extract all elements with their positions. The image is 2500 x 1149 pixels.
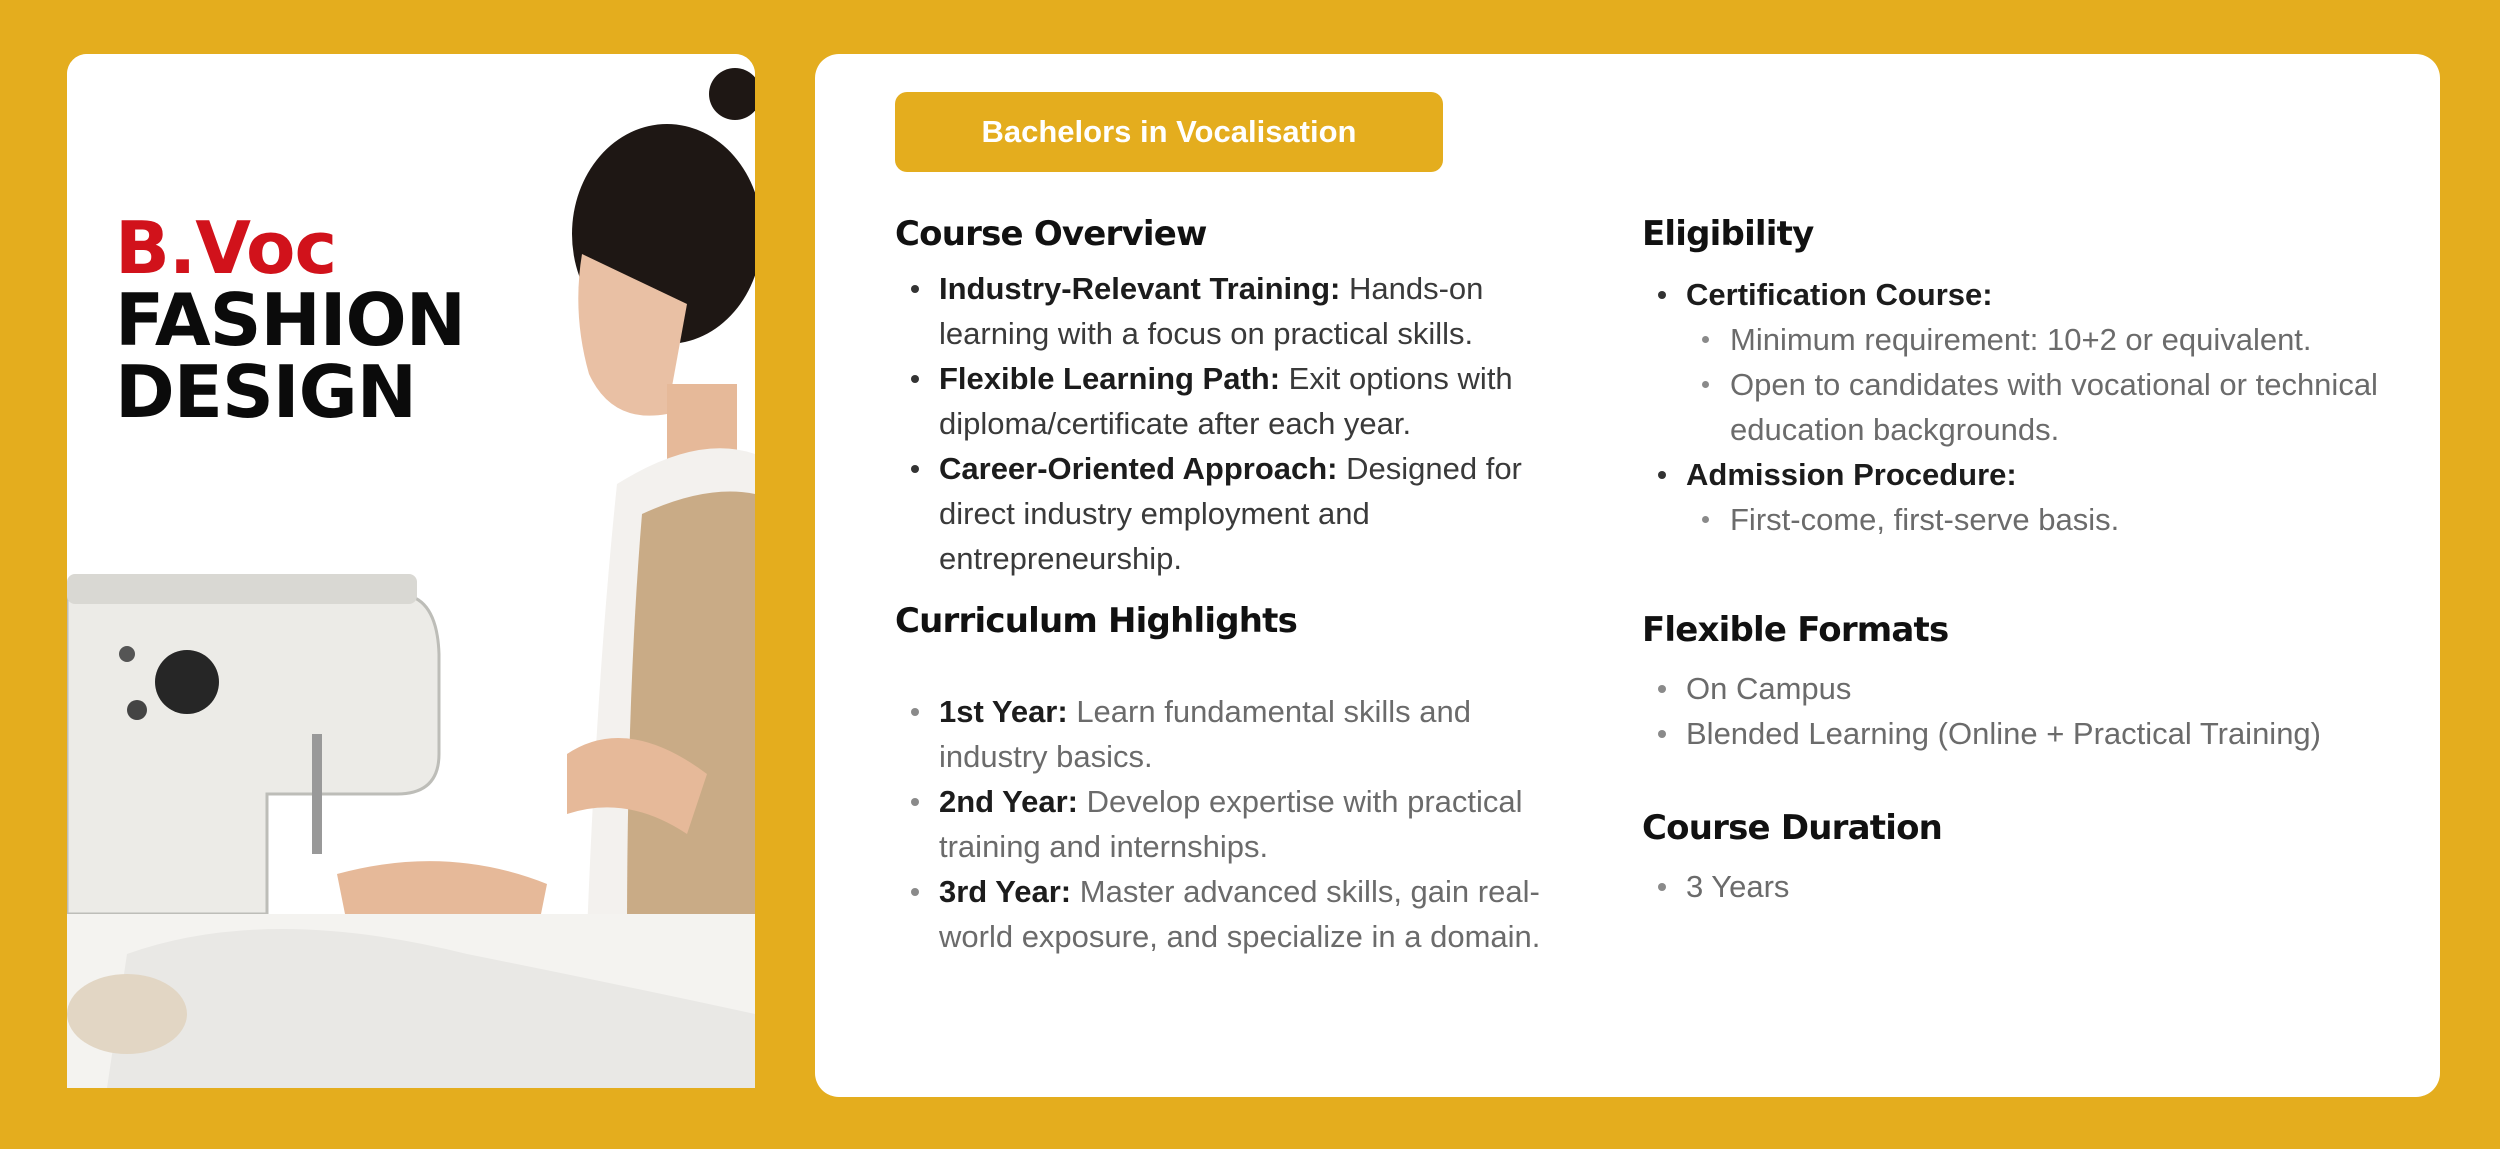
brand-line-design: DESIGN [115,350,416,434]
eligibility-list [1642,272,2402,317]
program-badge: Bachelors in Vocalisation [895,92,1443,172]
list-item: Minimum requirement: 10+2 or equivalent. [1686,317,2402,362]
list-item: Certification Course: [1642,272,2402,317]
list-item: Industry-Relevant Training: Hands-on learning with a focus on practical skills. [895,266,1575,356]
left-column [895,214,1575,959]
duration-list [1642,864,2402,909]
formats-heading: Flexible Formats [1642,610,1949,650]
list-item: Open to candidates with vocational or technical education backgrounds. [1686,362,2402,452]
list-item: On Campus [1642,666,2402,711]
formats-list [1642,666,2402,756]
info-card [815,54,2440,1097]
admission-sublist [1686,497,2402,542]
list-item: First-come, first-serve basis. [1686,497,2402,542]
list-item: Career-Oriented Approach: Designed for direct industry employment and entrepreneurship. [895,446,1575,581]
duration-heading: Course Duration [1642,808,1943,848]
list-item: Blended Learning (Online + Practical Training) [1642,711,2402,756]
list-item: 3 Years [1642,864,2402,909]
poster-card [67,54,755,1088]
list-item: 3rd Year: Master advanced skills, gain real-world exposure, and specialize in a domain. [895,869,1575,959]
right-column [1642,214,2402,909]
admission-list [1642,452,2402,497]
curriculum-list [895,689,1575,959]
curriculum-heading: Curriculum Highlights [895,601,1298,641]
overview-list [895,266,1575,581]
eligibility-heading: Eligibility [1642,214,1814,254]
brand-line-bvoc: B.Voc [115,206,337,290]
list-item: Admission Procedure: [1642,452,2402,497]
brand-line-fashion: FASHION [115,278,466,362]
certification-sublist [1686,317,2402,452]
overview-heading: Course Overview [895,214,1207,254]
list-item: 2nd Year: Develop expertise with practical training and internships. [895,779,1575,869]
list-item: Flexible Learning Path: Exit options with diploma/certificate after each year. [895,356,1575,446]
brand-title [115,206,466,434]
list-item: 1st Year: Learn fundamental skills and industry basics. [895,689,1575,779]
